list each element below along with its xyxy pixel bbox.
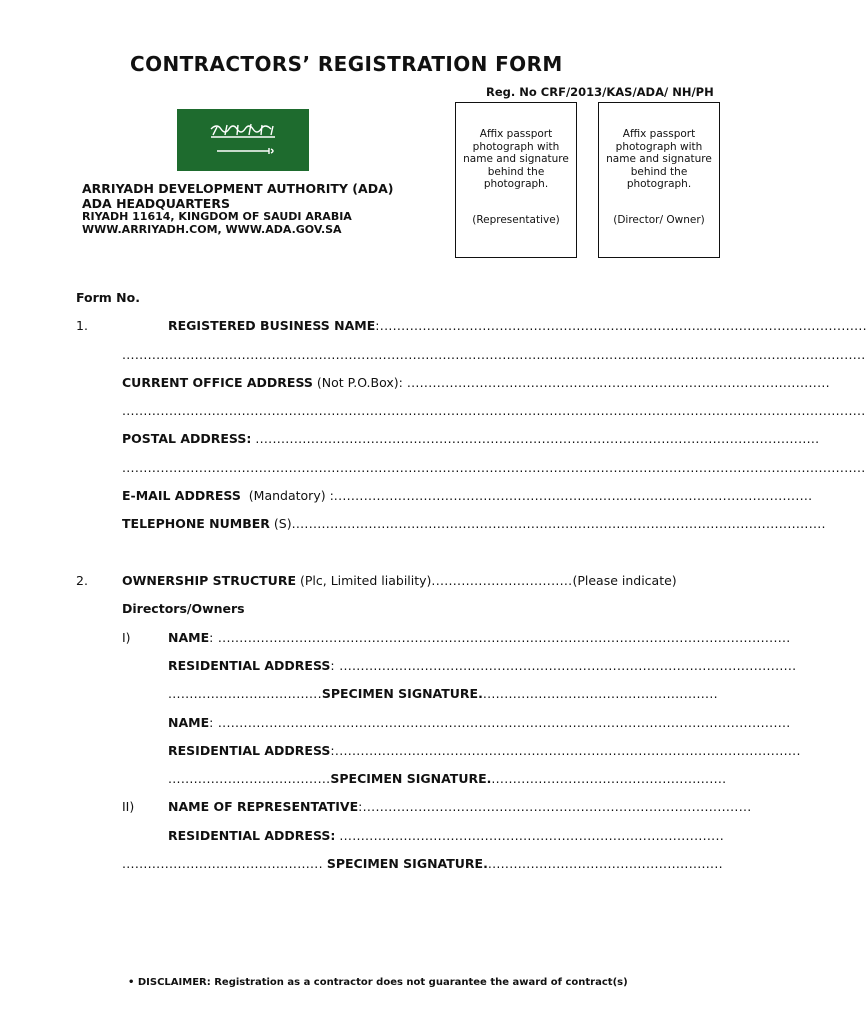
photo-role: (Director/ Owner)	[613, 214, 705, 226]
email-label: E-MAIL ADDRESS	[122, 488, 241, 503]
postal-address-continuation[interactable]: ..............................................................................................................................................................................	[122, 460, 866, 475]
directors-heading: Directors/Owners	[122, 601, 245, 616]
director-1-address-field[interactable]: RESIDENTIAL ADDRESS: ...........................................................................................................	[168, 658, 797, 673]
section-2-number: 2.	[76, 573, 88, 588]
specimen-label: SPECIMEN SIGNATURE.	[321, 686, 483, 701]
saudi-flag-icon	[177, 109, 309, 171]
residential-label: RESIDENTIAL ADDRESS	[168, 658, 331, 673]
photo-box-representative	[455, 102, 577, 258]
telephone-field[interactable]: TELEPHONE NUMBER (S).............................................................................................................................	[122, 516, 826, 531]
photo-instructions: Affix passport photograph with name and signature behind the photograph.	[463, 128, 569, 190]
org-hq: ADA HEADQUARTERS	[82, 196, 230, 211]
email-field[interactable]: E-MAIL ADDRESS (Mandatory) :................................................................................................................	[122, 488, 813, 503]
director-1-name-field[interactable]: NAME: ......................................................................................................................................	[168, 630, 791, 645]
residential-label-colon: RESIDENTIAL ADDRESS:	[168, 828, 336, 843]
photo-instructions: Affix passport photograph with name and signature behind the photograph.	[606, 128, 712, 190]
residential-label: RESIDENTIAL ADDRESS	[168, 743, 331, 758]
representative-signature-field[interactable]: ............................................... SPECIMEN SIGNATURE........................................................	[122, 856, 723, 871]
business-name-field[interactable]: REGISTERED BUSINESS NAME:..................................................................................................................	[168, 318, 867, 333]
business-name-label: REGISTERED BUSINESS NAME	[168, 318, 376, 333]
representative-label: NAME OF REPRESENTATIVE	[168, 799, 359, 814]
telephone-label: TELEPHONE NUMBER	[122, 516, 270, 531]
photo-box-director	[598, 102, 720, 258]
representative-name-field[interactable]: NAME OF REPRESENTATIVE:...........................................................................................	[168, 799, 752, 814]
director-2-name-field[interactable]: NAME: ......................................................................................................................................	[168, 715, 791, 730]
office-address-continuation[interactable]: ..............................................................................................................................................................................	[122, 403, 866, 418]
form-no-label: Form No.	[76, 290, 140, 305]
office-address-label: CURRENT OFFICE ADDRESS	[122, 375, 313, 390]
ownership-label: OWNERSHIP STRUCTURE	[122, 573, 296, 588]
director-2-signature-field[interactable]: ......................................SPECIMEN SIGNATURE........................................................	[168, 771, 727, 786]
specimen-label: SPECIMEN SIGNATURE.	[326, 856, 488, 871]
name-label: NAME	[168, 715, 210, 730]
org-web: WWW.ARRIYADH.COM, WWW.ADA.GOV.SA	[82, 223, 342, 236]
item-2-marker: II)	[122, 799, 135, 814]
disclaimer: • DISCLAIMER: Registration as a contractor does not guarantee the award of contract(s)	[128, 977, 628, 988]
business-name-continuation[interactable]: ..............................................................................................................................................................................	[122, 347, 866, 362]
name-label: NAME	[168, 630, 210, 645]
director-2-address-field[interactable]: RESIDENTIAL ADDRESS:.............................................................................................................	[168, 743, 801, 758]
postal-address-label: POSTAL ADDRESS:	[122, 431, 252, 446]
representative-address-field[interactable]: RESIDENTIAL ADDRESS: ..........................................................................................	[168, 828, 724, 843]
section-1-number: 1.	[76, 318, 88, 333]
form-title: CONTRACTORS’ REGISTRATION FORM	[130, 52, 563, 76]
director-1-signature-field[interactable]: ....................................SPECIMEN SIGNATURE........................................................	[168, 686, 718, 701]
org-address: RIYADH 11614, KINGDOM OF SAUDI ARABIA	[82, 210, 352, 223]
photo-role: (Representative)	[472, 214, 560, 226]
ownership-field[interactable]: OWNERSHIP STRUCTURE (Plc, Limited liability).................................(Please indicate)	[122, 573, 677, 588]
postal-address-field[interactable]: POSTAL ADDRESS: ....................................................................................................................................	[122, 431, 820, 446]
specimen-label: SPECIMEN SIGNATURE.	[330, 771, 492, 786]
registration-number: Reg. No CRF/2013/KAS/ADA/ NH/PH	[486, 85, 714, 99]
item-1-marker: I)	[122, 630, 131, 645]
org-name: ARRIYADH DEVELOPMENT AUTHORITY (ADA)	[82, 181, 394, 196]
office-address-field[interactable]: CURRENT OFFICE ADDRESS (Not P.O.Box): ...................................................................................................	[122, 375, 830, 390]
